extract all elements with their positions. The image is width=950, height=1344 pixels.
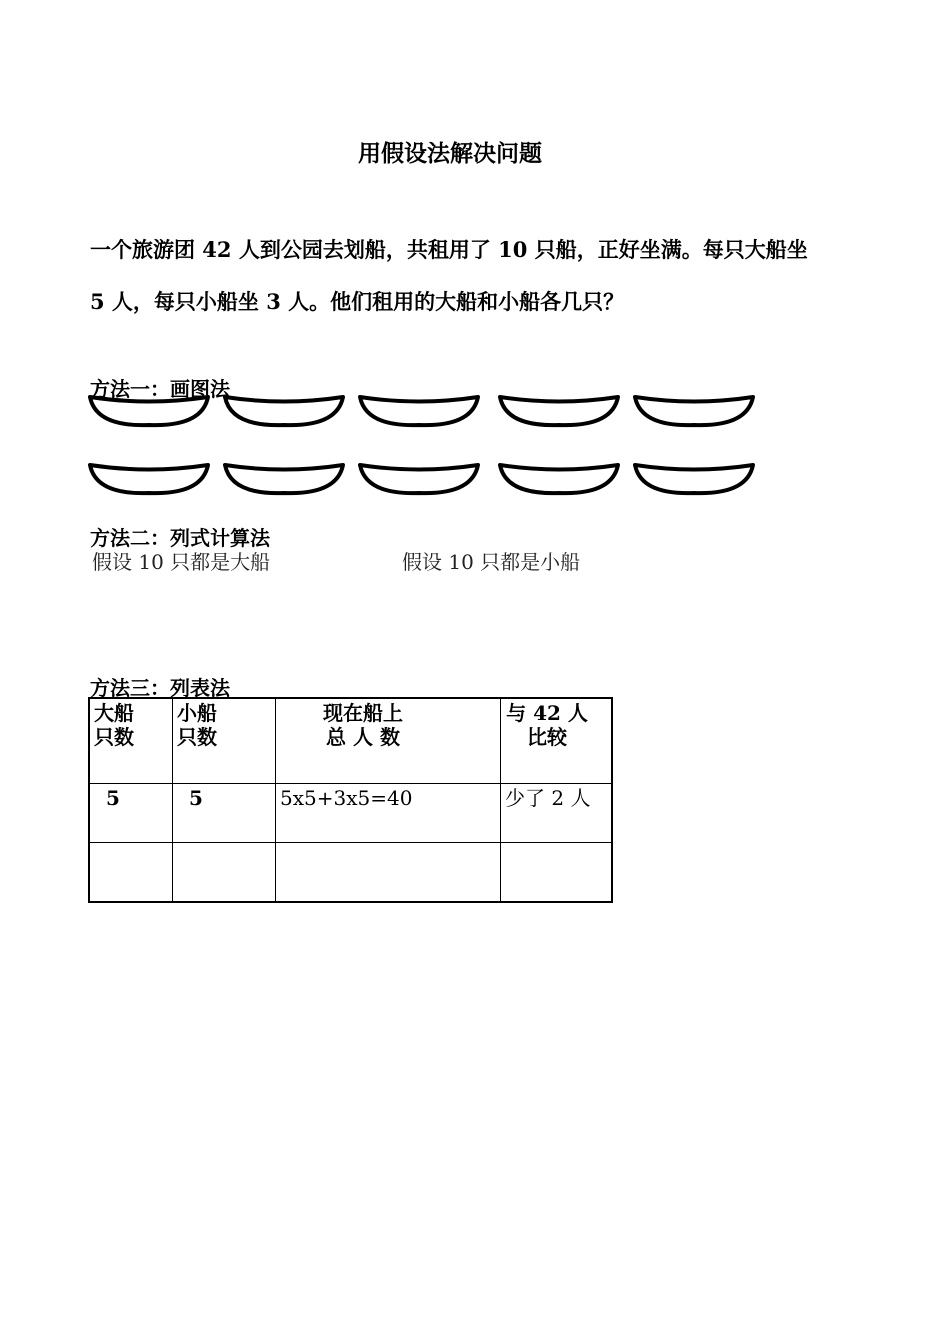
boat-5 — [635, 397, 753, 425]
boat-9 — [500, 465, 618, 493]
header-compare — [501, 698, 613, 784]
header-compare-line1: 与 42 人 — [506, 701, 588, 725]
header-total-people — [276, 698, 501, 784]
boat-7 — [225, 465, 343, 493]
header-big-line1: 大船 — [94, 701, 134, 725]
cell-small — [173, 843, 276, 903]
boat-3 — [360, 397, 478, 425]
method3-label: 方法三：列表法 — [90, 676, 230, 700]
cell-compare: 少了 2 人 — [501, 784, 613, 843]
header-compare-line2: 比较 — [527, 725, 567, 749]
header-total-line2: 总 人 数 — [326, 725, 400, 749]
boat-6 — [90, 465, 208, 493]
table-header-row — [89, 698, 612, 784]
boat-drawing — [80, 385, 780, 500]
cell-small: 5 — [173, 784, 276, 843]
boat-10 — [635, 465, 753, 493]
boat-8 — [360, 465, 478, 493]
method3-table — [88, 697, 613, 903]
cell-big — [89, 843, 173, 903]
boat-4 — [500, 397, 618, 425]
boat-2 — [225, 397, 343, 425]
cell-total: 5x5+3x5=40 — [276, 784, 501, 843]
table-row — [89, 784, 612, 843]
header-small-line1: 小船 — [177, 701, 217, 725]
problem-line-2: 5 人，每只小船坐 3 人。他们租用的大船和小船各几只？ — [90, 289, 625, 314]
assume-small-text: 假设 10 只都是小船 — [402, 550, 581, 574]
assume-big-text: 假设 10 只都是大船 — [92, 550, 271, 574]
table-row — [89, 843, 612, 903]
header-big-boats — [89, 698, 173, 784]
boat-1 — [90, 397, 208, 425]
header-big-line2: 只数 — [94, 725, 134, 749]
method2-label: 方法二：列式计算法 — [90, 526, 270, 550]
cell-total — [276, 843, 501, 903]
cell-compare — [501, 843, 613, 903]
page-title: 用假设法解决问题 — [358, 140, 542, 167]
problem-line-1: 一个旅游团 42 人到公园去划船，共租用了 10 只船，正好坐满。每只大船坐 — [90, 237, 808, 262]
header-small-boats — [173, 698, 276, 784]
cell-big: 5 — [89, 784, 173, 843]
header-total-line1: 现在船上 — [323, 701, 403, 725]
method1-label: 方法一：画图法 — [90, 377, 230, 401]
header-small-line2: 只数 — [177, 725, 217, 749]
